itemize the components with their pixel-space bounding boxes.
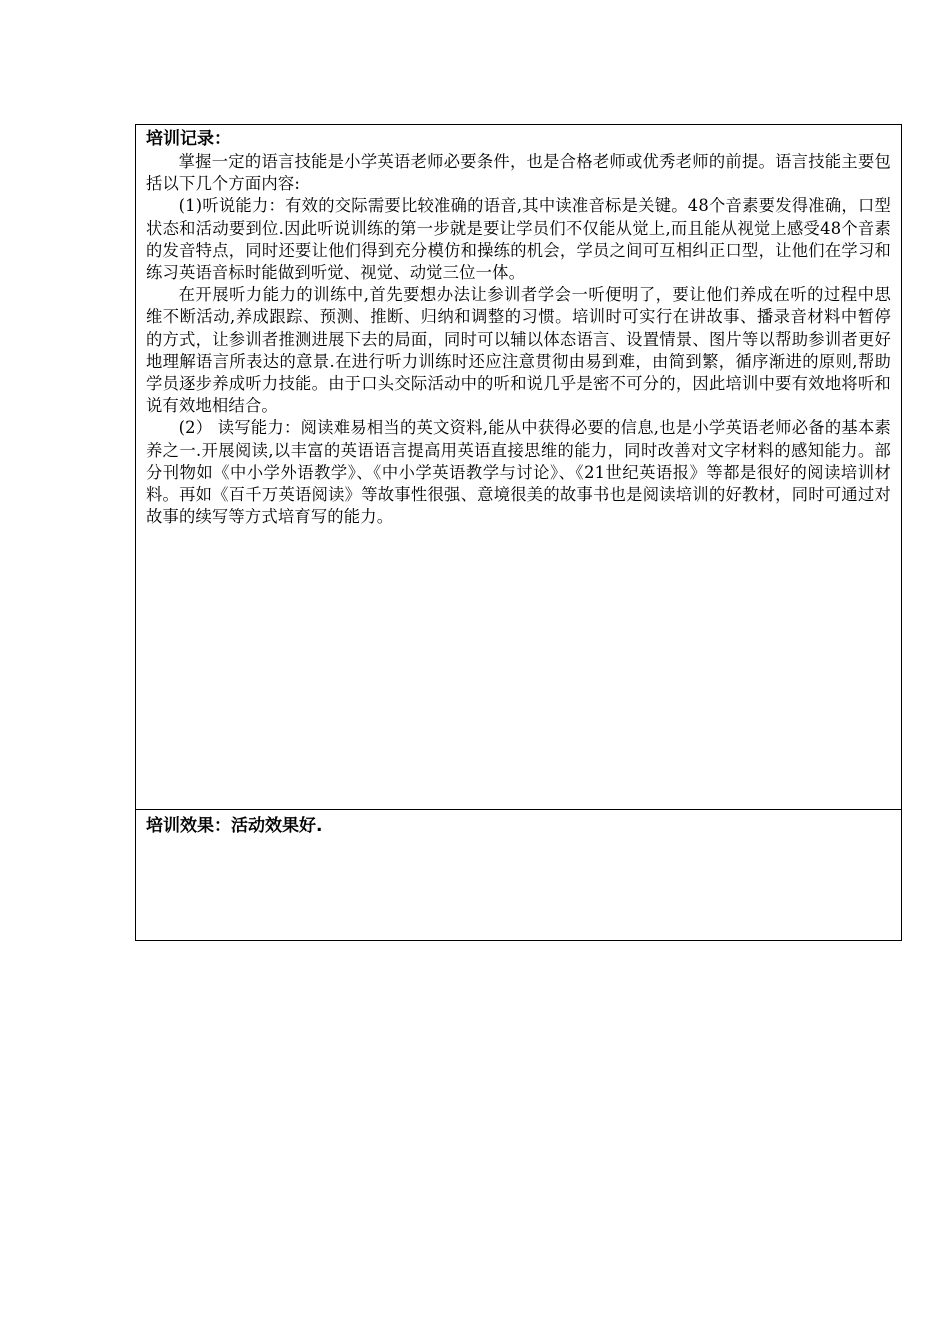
training-record-table [135, 124, 902, 941]
training-effect-heading: 培训效果：活动效果好. [146, 816, 323, 836]
training-record-heading: 培训记录： [146, 129, 231, 149]
record-paragraph-intro: 掌握一定的语言技能是小学英语老师必要条件，也是合格老师或优秀老师的前提。语言技能主要包括以下几个方面内容: [146, 152, 891, 194]
training-record-section [136, 125, 901, 809]
training-effect-section [136, 809, 901, 940]
record-paragraph-reading-writing: (2） 读写能力：阅读难易相当的英文资料,能从中获得必要的信息,也是小学英语老师必备的基本素养之一.开展阅读,以丰富的英语语言提高用英语直接思维的能力，同时改善对文字材料的感知能力。部分刊物如《中小学外语教学》、《中小学英语教学与讨论》、《21世纪英语报》等都是很好的阅读培训材料。再如《百千万英语阅读》等故事性很强、意境很美的故事书也是阅读培训的好教材，同时可通过对故事的续写等方式培育写的能力。 [146, 418, 891, 527]
record-paragraph-listening-speaking: (1)听说能力：有效的交际需要比较准确的语音,其中读准音标是关键。48个音素要发得准确，口型状态和活动要到位.因此听说训练的第一步就是要让学员们不仅能从觉上,而且能从视觉上感受48个音素的发音特点，同时还要让他们得到充分模仿和操练的机会，学员之间可互相纠正口型，让他们在学习和练习英语音标时能做到听觉、视觉、动觉三位一体。 [146, 196, 891, 283]
record-paragraph-listening-training: 在开展听力能力的训练中,首先要想办法让参训者学会一听便明了，要让他们养成在听的过程中思维不断活动,养成跟踪、预测、推断、归纳和调整的习惯。培训时可实行在讲故事、播录音材料中暂停的方式，让参训者推测进展下去的局面，同时可以辅以体态语言、设置情景、图片等以帮助参训者更好地理解语言所表达的意景.在进行听力训练时还应注意贯彻由易到难，由简到繁，循序渐进的原则,帮助学员逐步养成听力技能。由于口头交际活动中的听和说几乎是密不可分的，因此培训中要有效地将听和说有效地相结合。 [146, 285, 891, 416]
